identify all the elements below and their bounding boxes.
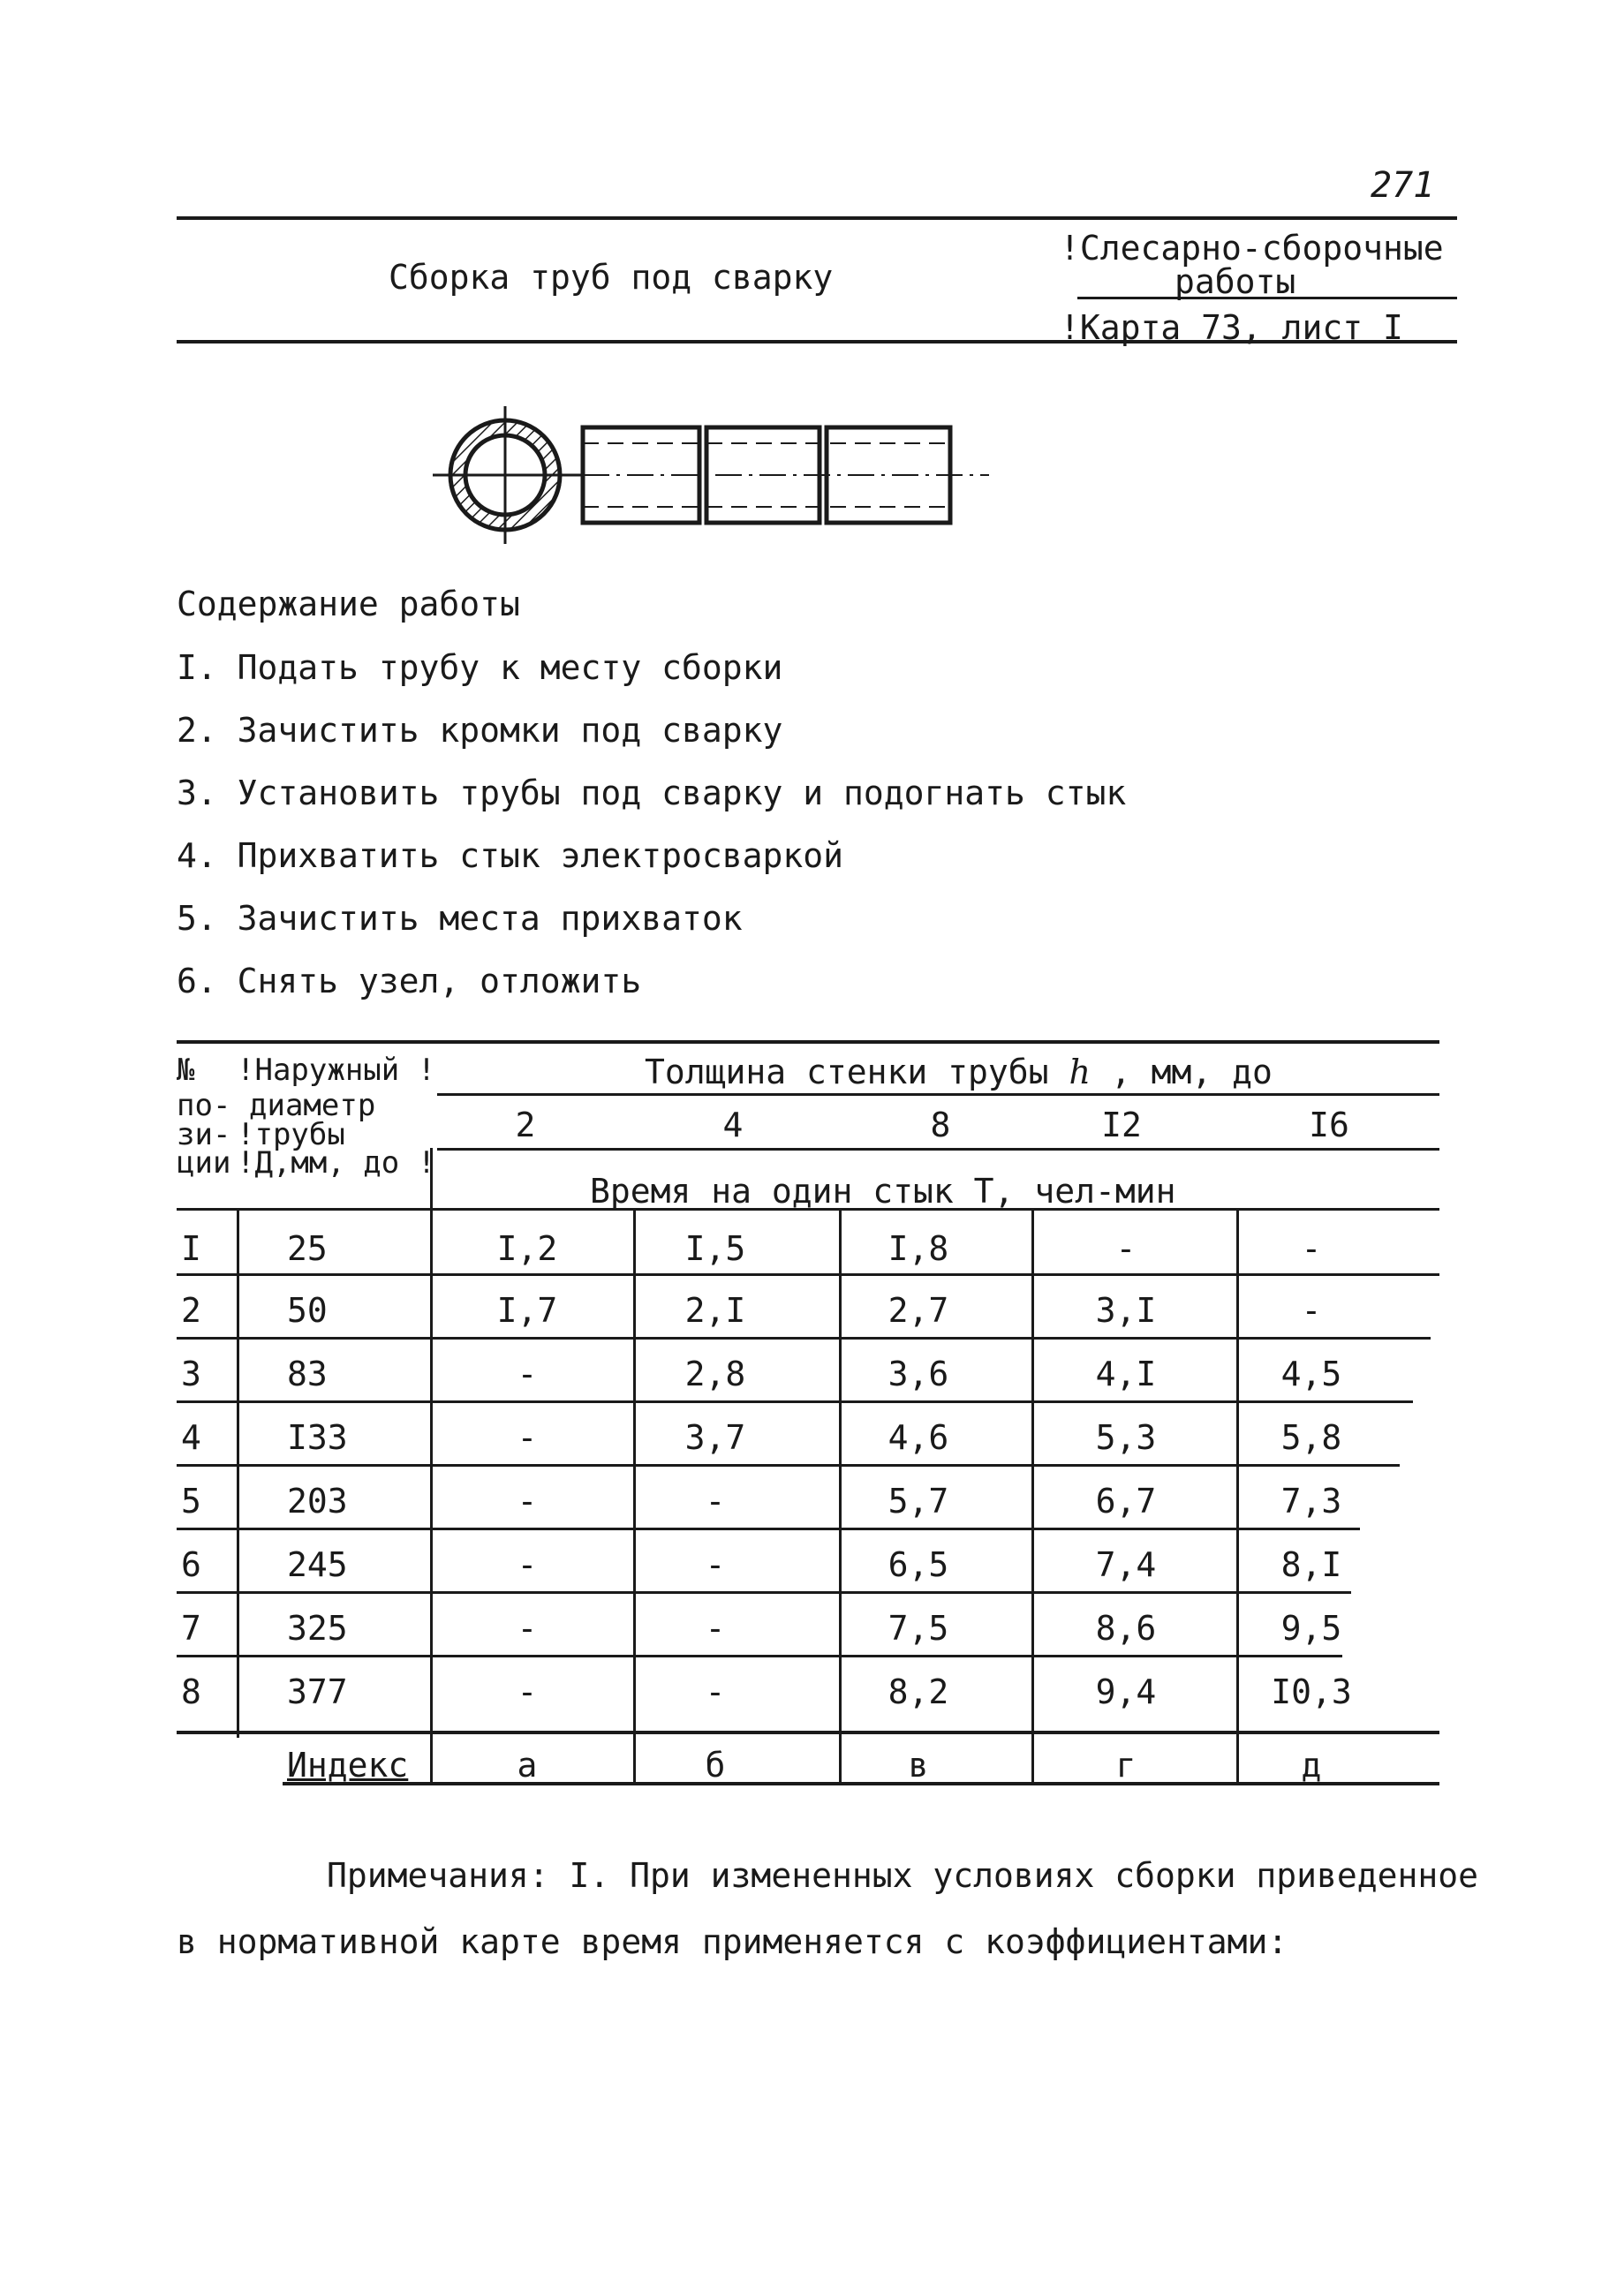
card-number: !Карта 73, лист I [1060, 308, 1403, 347]
row-rule-1 [177, 1273, 1439, 1276]
pipe-sketch [433, 406, 998, 547]
hdr-diam-3: !трубы [237, 1117, 345, 1152]
row-4-pos: 4 [181, 1418, 201, 1457]
table-top-rule [177, 1040, 1439, 1044]
vline-6 [1236, 1208, 1239, 1782]
row-2-val-2: 2,I [684, 1291, 746, 1330]
index-a: а [517, 1746, 538, 1785]
row-7-val-2: - [705, 1609, 726, 1648]
index-d: д [1301, 1746, 1322, 1785]
thickness-header-label: Толщина стенки трубы [645, 1053, 1049, 1091]
row-3-diam: 83 [287, 1355, 328, 1393]
row-7-diam: 325 [287, 1609, 348, 1648]
thickness-4: 4 [722, 1106, 744, 1144]
document-title: Сборка труб под сварку [389, 258, 834, 297]
row-4-diam: I33 [287, 1418, 348, 1457]
row-7-val-1: - [517, 1609, 538, 1648]
header-bottom-rule [177, 340, 1457, 343]
row-6-diam: 245 [287, 1545, 348, 1584]
hdr-pos-1: № [177, 1053, 195, 1088]
time-header: Время на один стык Т, чел-мин [590, 1172, 1176, 1211]
thickness-8: 8 [930, 1106, 951, 1144]
row-5-val-1: - [517, 1482, 538, 1521]
thickness-2: 2 [515, 1106, 536, 1144]
hdr-pos-2: по- [177, 1088, 231, 1123]
hdr-diam-1: !Наружный ! [237, 1053, 436, 1088]
step-6: 6. Снять узел, отложить [177, 962, 642, 1000]
row-rule-3 [177, 1400, 1413, 1403]
vline-5 [1031, 1208, 1034, 1782]
row-4-val-1: - [517, 1418, 538, 1457]
row-1-val-3: I,8 [888, 1229, 949, 1268]
thickness-values-rule [437, 1148, 1439, 1151]
row-1-pos: I [181, 1229, 201, 1268]
content-heading: Содержание работы [177, 585, 520, 623]
row-5-pos: 5 [181, 1482, 201, 1521]
row-7-val-4: 8,6 [1095, 1609, 1157, 1648]
row-6-val-5: 8,I [1280, 1545, 1342, 1584]
section-line-2: работы [1175, 262, 1296, 301]
step-1: I. Подать трубу к месту сборки [177, 648, 783, 687]
thickness-16: I6 [1309, 1106, 1349, 1144]
thickness-12: I2 [1101, 1106, 1142, 1144]
row-7-val-5: 9,5 [1280, 1609, 1342, 1648]
row-8-val-5: I0,3 [1271, 1672, 1352, 1711]
row-2-val-1: I,7 [496, 1291, 558, 1330]
thickness-unit: , мм, до [1110, 1053, 1273, 1091]
row-8-val-4: 9,4 [1095, 1672, 1157, 1711]
index-g: г [1115, 1746, 1137, 1785]
row-rule-6 [177, 1591, 1351, 1594]
row-8-diam: 377 [287, 1672, 348, 1711]
row-6-val-3: 6,5 [888, 1545, 949, 1584]
row-5-val-3: 5,7 [888, 1482, 949, 1521]
row-4-val-5: 5,8 [1280, 1418, 1342, 1457]
row-8-val-1: - [517, 1672, 538, 1711]
row-3-pos: 3 [181, 1355, 201, 1393]
row-rule-7 [177, 1655, 1342, 1657]
row-1-diam: 25 [287, 1229, 328, 1268]
vline-1 [237, 1208, 239, 1738]
row-6-val-2: - [705, 1545, 726, 1584]
row-2-val-4: 3,I [1095, 1291, 1157, 1330]
table-bottom-rule [283, 1782, 1439, 1785]
row-8-val-2: - [705, 1672, 726, 1711]
thickness-header-rule [437, 1093, 1439, 1096]
row-1-val-1: I,2 [496, 1229, 558, 1268]
step-4: 4. Прихватить стык электросваркой [177, 836, 843, 875]
row-5-diam: 203 [287, 1482, 348, 1521]
row-2-diam: 50 [287, 1291, 328, 1330]
row-3-val-2: 2,8 [684, 1355, 746, 1393]
hdr-pos-4: ции [177, 1145, 231, 1181]
row-3-val-3: 3,6 [888, 1355, 949, 1393]
row-4-val-4: 5,3 [1095, 1418, 1157, 1457]
row-rule-5 [177, 1528, 1360, 1530]
vline-4 [839, 1208, 842, 1782]
section-underline [1077, 297, 1457, 299]
hdr-pos-3: зи- [177, 1117, 231, 1152]
thickness-symbol: h [1069, 1053, 1091, 1091]
header-top-rule [177, 216, 1457, 220]
page-number: 271 [1371, 165, 1435, 206]
row-2-pos: 2 [181, 1291, 201, 1330]
step-5: 5. Зачистить места прихваток [177, 899, 743, 938]
row-8-pos: 8 [181, 1672, 201, 1711]
thickness-header [645, 1055, 1273, 1089]
index-v: в [908, 1746, 929, 1785]
hdr-diam-2: диаметр [249, 1088, 376, 1123]
row-rule-4 [177, 1464, 1400, 1467]
row-5-val-4: 6,7 [1095, 1482, 1157, 1521]
row-5-val-2: - [705, 1482, 726, 1521]
row-rule-2 [177, 1337, 1431, 1340]
row-6-val-4: 7,4 [1095, 1545, 1157, 1584]
row-5-val-5: 7,3 [1280, 1482, 1342, 1521]
table-header-rule [177, 1208, 1439, 1211]
row-6-val-1: - [517, 1545, 538, 1584]
step-3: 3. Установить трубы под сварку и подогнать стык [177, 774, 1127, 812]
row-rule-8 [177, 1731, 1439, 1734]
row-1-val-5: - [1301, 1229, 1322, 1268]
row-3-val-5: 4,5 [1280, 1355, 1342, 1393]
row-4-val-3: 4,6 [888, 1418, 949, 1457]
row-8-val-3: 8,2 [888, 1672, 949, 1711]
vline-3 [633, 1208, 636, 1782]
section-line-1: !Слесарно-сборочные [1060, 229, 1444, 268]
index-b: б [705, 1746, 726, 1785]
row-1-val-2: I,5 [684, 1229, 746, 1268]
step-2: 2. Зачистить кромки под сварку [177, 711, 783, 750]
notes-line-1: Примечания: I. При измененных условиях сборки приведенное [327, 1856, 1479, 1895]
hdr-diam-4: !Д,мм, до ! [237, 1145, 436, 1181]
row-7-pos: 7 [181, 1609, 201, 1648]
row-6-pos: 6 [181, 1545, 201, 1584]
row-7-val-3: 7,5 [888, 1609, 949, 1648]
index-label: Индекс [287, 1746, 409, 1785]
row-2-val-5: - [1301, 1291, 1322, 1330]
row-3-val-1: - [517, 1355, 538, 1393]
notes-line-2: в нормативной карте время применяется с коэффициентами: [177, 1922, 1288, 1961]
row-3-val-4: 4,I [1095, 1355, 1157, 1393]
row-2-val-3: 2,7 [888, 1291, 949, 1330]
row-4-val-2: 3,7 [684, 1418, 746, 1457]
row-1-val-4: - [1115, 1229, 1137, 1268]
